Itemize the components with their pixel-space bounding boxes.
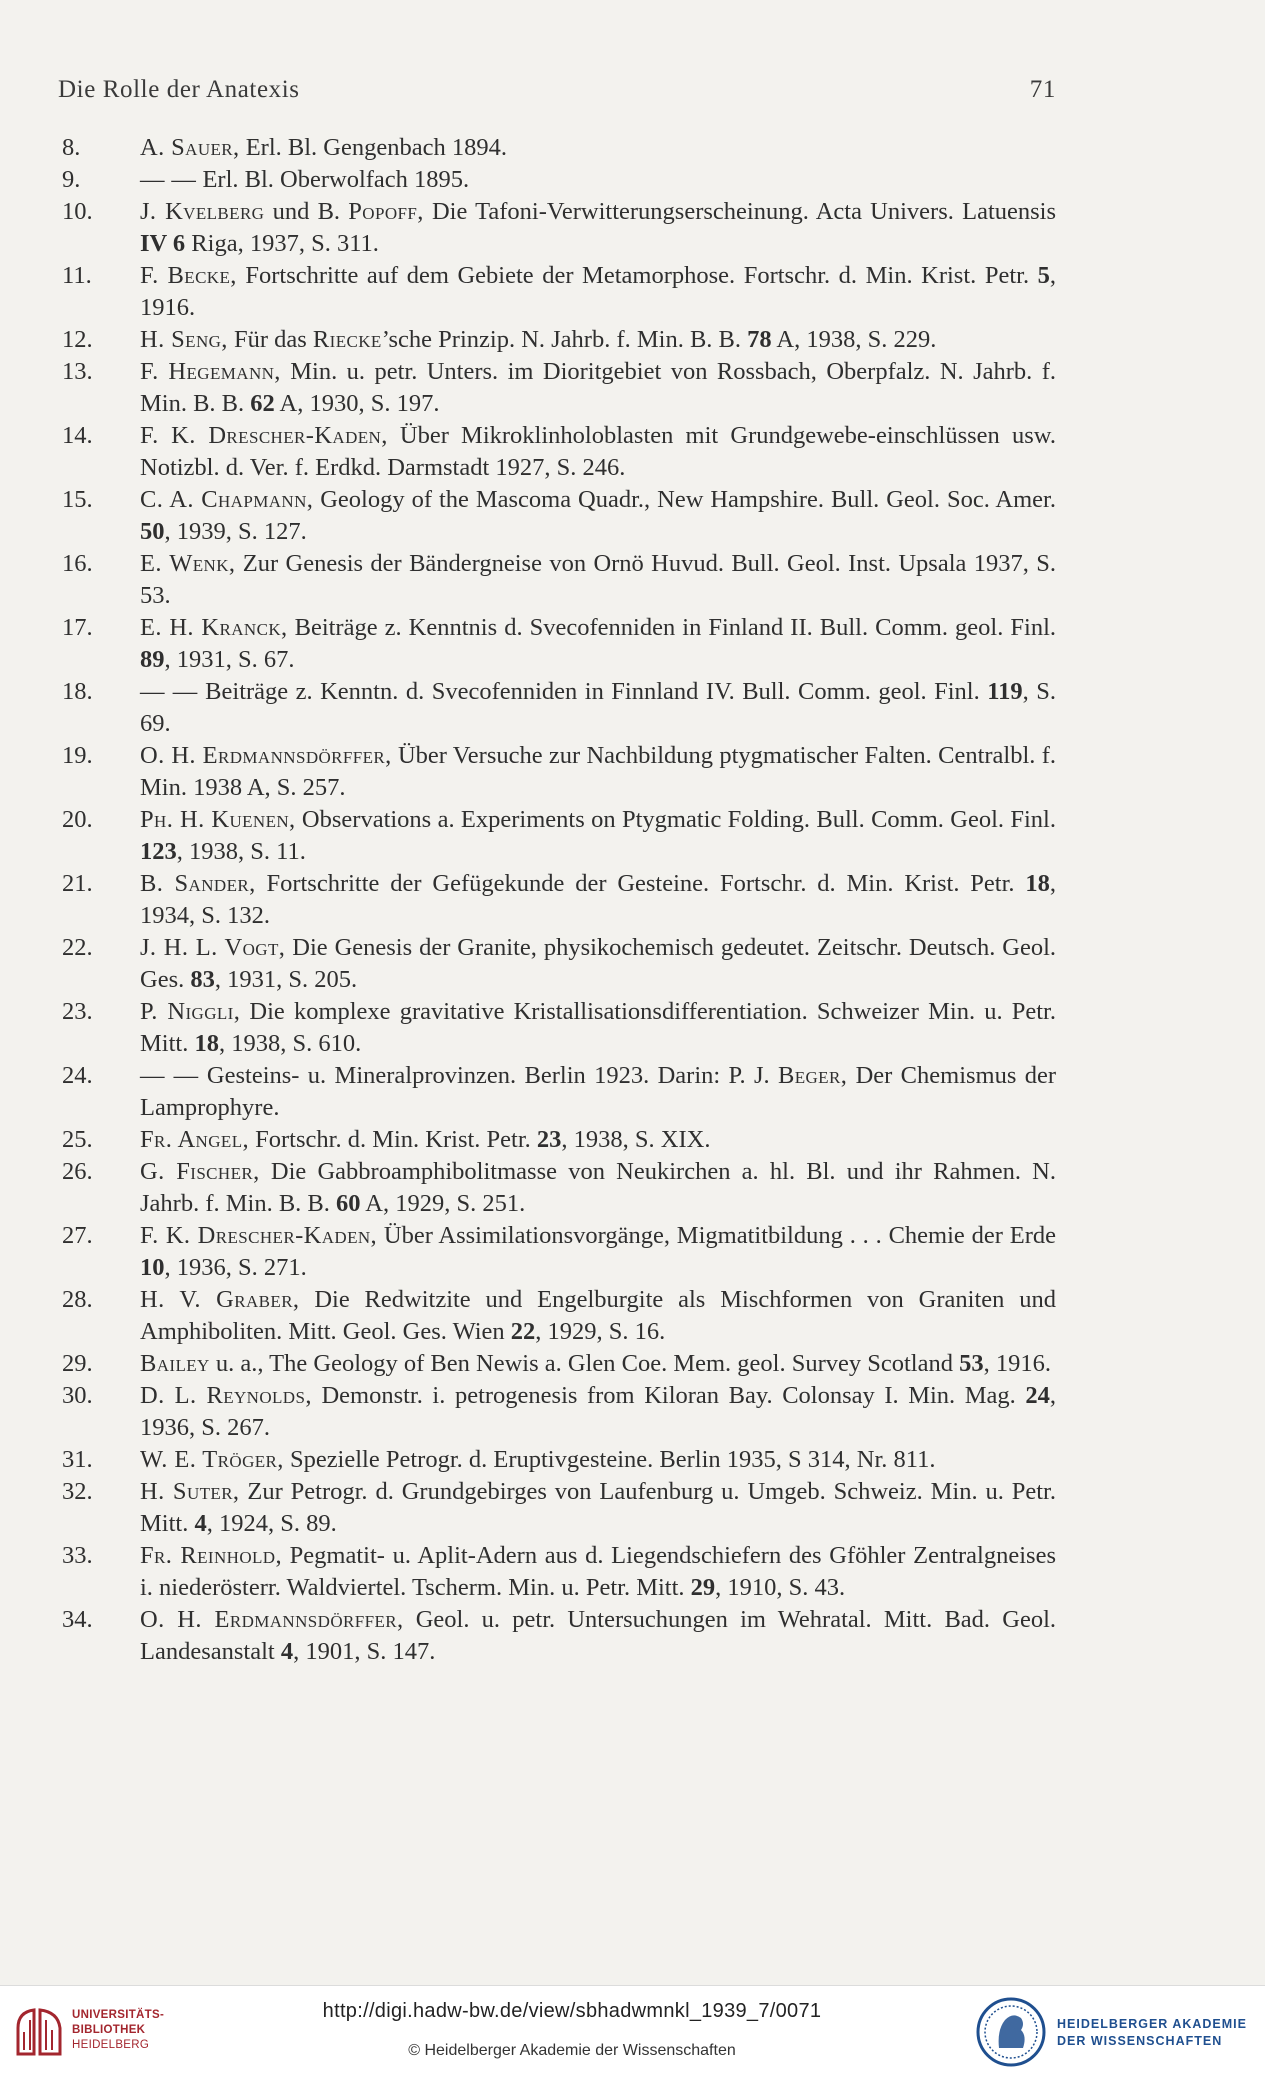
reference-author: — — [140,1062,199,1089]
reference-author: E. H. Kranck, [140,614,288,641]
reference-entry [58,868,1056,932]
library-logo-icon [14,2006,64,2058]
reference-text: , 1939, S. 127. [164,518,307,545]
running-title: Die Rolle der Anatexis [58,76,300,103]
reference-author: Fr. Reinhold, [140,1542,282,1569]
reference-entry [58,612,1056,676]
reference-entry [58,740,1056,804]
reference-list [58,132,1056,1668]
reference-text: Demonstr. i. petrogenesis from Kiloran Bay. Colonsay I. Min. Mag. [311,1382,1026,1409]
reference-author: F. K. Drescher-Kaden, [140,1222,378,1249]
reference-number: 10. [62,198,93,225]
reference-number: 28. [62,1286,93,1313]
reference-number: 11. [62,262,92,289]
reference-text: Erl. Bl. Oberwolfach 1895. [196,166,470,193]
reference-entry [58,324,1056,356]
reference-entry [58,804,1056,868]
reference-text: , 1931, S. 205. [214,966,358,993]
reference-author: D. L. Reynolds, [140,1382,312,1409]
academy-name [1057,2016,1247,2050]
reference-volume: 60 [336,1190,361,1217]
reference-author: H. Seng, [140,326,228,353]
reference-author: Bailey [140,1350,210,1377]
reference-number: 8. [62,134,81,161]
reference-text: , 1931, S. 67. [164,646,295,673]
reference-author: Beger, [777,1062,848,1089]
reference-author: F. Hegemann, [140,358,281,385]
reference-volume: 18 [194,1030,219,1057]
reference-entry [58,548,1056,612]
reference-volume: 78 [747,326,772,353]
reference-text: Über Assimilationsvorgänge, Migmatitbildung . . . Chemie der Erde [377,1222,1056,1249]
reference-author: H. Suter, [140,1478,240,1505]
reference-volume: 24 [1025,1382,1050,1409]
reference-author: F. K. Drescher-Kaden, [140,422,388,449]
reference-entry [58,1060,1056,1124]
reference-number: 9. [62,166,81,193]
library-line-1: UNIVERSITÄTS- [72,2009,165,2021]
reference-entry [58,1444,1056,1476]
academy-line-2: DER WISSENSCHAFTEN [1057,2034,1223,2048]
reference-number: 23. [62,998,93,1025]
reference-text: , S. 69. [140,678,1056,737]
reference-number: 30. [62,1382,93,1409]
reference-author: C. A. Chapmann, [140,486,314,513]
reference-entry [58,260,1056,324]
reference-text: Observations a. Experiments on Ptygmatic Folding. Bull. Comm. Geol. Finl. [295,806,1056,833]
reference-text: Die Redwitzite und Engelburgite als Mischformen von Graniten und Amphiboliten. Mitt. Geol. Ges. Wien [140,1286,1056,1345]
reference-text: Erl. Bl. Gengenbach 1894. [239,134,507,161]
reference-volume: 29 [690,1574,716,1601]
reference-text: Beiträge z. Kenntnis d. Svecofenniden in Finland II. Bull. Comm. geol. Finl. [287,614,1057,641]
reference-text: Der Chemismus der Lamprophyre. [140,1062,1057,1121]
permalink-url[interactable]: http://digi.hadw-bw.de/view/sbhadwmnkl_1939_7/0071 [322,2000,822,2022]
reference-author: — — [140,166,197,193]
reference-text: ’sche Prinzip. N. Jahrb. f. Min. B. B. [381,326,748,353]
reference-text: Riga, 1937, S. 311. [185,230,379,257]
library-name [72,2008,164,2053]
reference-author: H. V. Graber, [140,1286,300,1313]
footer-bar [0,1985,1265,2079]
reference-author: Ph. H. Kuenen, [140,806,296,833]
reference-text: Spezielle Petrogr. d. Eruptivgesteine. Berlin 1935, S 314, Nr. 811. [283,1446,936,1473]
reference-entry [58,196,1056,260]
reference-number: 17. [62,614,93,641]
reference-number: 12. [62,326,93,353]
reference-text: Über Versuche zur Nachbildung ptygmatischer Falten. Centralbl. f. Min. 1938 A, S. 257. [140,742,1056,801]
reference-number: 32. [62,1478,93,1505]
reference-author: A. Sauer, [140,134,240,161]
reference-number: 29. [62,1350,93,1377]
reference-text: Gesteins- u. Mineralprovinzen. Berlin 1923. Darin: P. J. [198,1062,778,1089]
reference-author: J. H. L. Vogt, [140,934,286,961]
reference-text: Min. u. petr. Unters. im Dioritgebiet von Rossbach, Oberpfalz. N. Jahrb. f. Min. B. B. [140,358,1056,417]
reference-number: 19. [62,742,93,769]
reference-text: Die komplexe gravitative Kristallisationsdifferentiation. Schweizer Min. u. Petr. Mitt. [140,998,1056,1057]
reference-text: , 1938, S. 610. [218,1030,362,1057]
reference-number: 27. [62,1222,93,1249]
reference-text: Beiträge z. Kenntn. d. Svecofenniden in Finnland IV. Bull. Comm. geol. Finl. [197,678,988,705]
reference-text: Die Genesis der Granite, physikochemisch gedeutet. Zeitschr. Deutsch. Geol. Ges. [140,934,1057,993]
reference-number: 21. [62,870,93,897]
reference-text: , 1934, S. 132. [140,870,1056,929]
reference-text: Die Gabbroamphibolitmasse von Neukirchen a. hl. Bl. und ihr Rahmen. N. Jahrb. f. Min. B. B. [140,1158,1056,1217]
library-logo[interactable] [14,2000,164,2064]
reference-text: Zur Petrogr. d. Grundgebirges von Laufenburg u. Umgeb. Schweiz. Min. u. Petr. Mitt. [140,1478,1056,1537]
academy-logo[interactable] [975,1996,1255,2068]
reference-number: 15. [62,486,93,513]
reference-entry [58,420,1056,484]
reference-number: 18. [62,678,93,705]
reference-entry [58,996,1056,1060]
academy-line-1: HEIDELBERGER AKADEMIE [1057,2017,1247,2031]
reference-number: 31. [62,1446,93,1473]
reference-entry [58,1124,1056,1156]
reference-number: 22. [62,934,93,961]
reference-text: Über Mikroklinholoblasten mit Grundgewebe-einschlüssen usw. Notizbl. d. Ver. f. Erdkd. Darmstadt 1927, S. 246. [140,422,1056,481]
reference-volume: 123 [140,838,177,865]
reference-text: , 1924, S. 89. [206,1510,337,1537]
reference-volume: 119 [987,678,1023,705]
reference-text: Geol. u. petr. Untersuchungen im Wehratal. Mitt. Bad. Geol. Landesanstalt [140,1606,1056,1665]
reference-volume: 22 [510,1318,536,1345]
reference-number: 25. [62,1126,93,1153]
reference-author: G. Fischer, [140,1158,260,1185]
reference-entry [58,132,1056,164]
reference-text: u. a., The Geology of Ben Newis a. Glen Coe. Mem. geol. Survey Scotland [209,1350,960,1377]
reference-entry [58,1284,1056,1348]
reference-author: O. H. Erdmannsdörffer, [140,742,392,769]
reference-number: 24. [62,1062,93,1089]
library-line-2: BIBLIOTHEK [72,2024,146,2036]
reference-text: A, 1930, S. 197. [274,390,440,417]
reference-volume: 18 [1025,870,1050,897]
reference-text: A, 1938, S. 229. [771,326,937,353]
reference-entry [58,1348,1056,1380]
reference-author: — — [140,678,198,705]
reference-entry [58,484,1056,548]
reference-text: , 1936, S. 267. [140,1382,1056,1441]
reference-text: Fortschritte auf dem Gebiete der Metamorphose. Fortschr. d. Min. Krist. Petr. [236,262,1038,289]
reference-text: , 1929, S. 16. [535,1318,666,1345]
reference-number: 20. [62,806,93,833]
reference-entry [58,1156,1056,1220]
reference-text: Pegmatit- u. Aplit-Adern aus d. Liegendschiefern des Gföhler Zentralgneises i. niederösterr. Waldviertel. Tscherm. Min. u. Petr. Mitt. [140,1542,1056,1601]
reference-entry [58,932,1056,996]
reference-number: 16. [62,550,93,577]
reference-entry [58,1540,1056,1604]
reference-volume: 4 [280,1638,294,1665]
reference-text: A, 1929, S. 251. [360,1190,526,1217]
reference-entry [58,164,1056,196]
reference-text: , 1938, S. 11. [176,838,306,865]
reference-number: 34. [62,1606,93,1633]
reference-author: F. Becke, [140,262,237,289]
academy-seal-icon [975,1996,1047,2068]
reference-text: Zur Genesis der Bändergneise von Ornö Huvud. Bull. Geol. Inst. Upsala 1937, S. 53. [140,550,1056,609]
copyright-notice: © Heidelberger Akademie der Wissenschaften [408,2042,736,2059]
reference-author: E. Wenk, [140,550,236,577]
reference-text: Die Tafoni-Verwitterungserscheinung. Acta Univers. Latuensis [423,198,1056,225]
reference-volume: IV 6 [140,230,186,257]
reference-text: Geology of the Mascoma Quadr., New Hampshire. Bull. Geol. Soc. Amer. [313,486,1056,513]
reference-author: J. Kvelberg [140,198,265,225]
reference-number: 13. [62,358,93,385]
reference-number: 14. [62,422,93,449]
reference-entry [58,1476,1056,1540]
reference-volume: 53 [959,1350,984,1377]
reference-text: Fortschritte der Gefügekunde der Gesteine. Fortschr. d. Min. Krist. Petr. [255,870,1026,897]
reference-volume: 50 [140,518,165,545]
reference-author: Popoff, [348,198,424,225]
reference-volume: 62 [250,390,275,417]
library-line-3: HEIDELBERG [72,2039,150,2051]
reference-text: , 1916. [983,1350,1051,1377]
reference-entry [58,356,1056,420]
reference-number: 26. [62,1158,93,1185]
reference-entry [58,676,1056,740]
reference-author: O. H. Erdmannsdörffer, [140,1606,404,1633]
reference-volume: 23 [536,1126,562,1153]
reference-author: W. E. Tröger, [140,1446,284,1473]
reference-entry [58,1604,1056,1668]
reference-entry [58,1380,1056,1444]
reference-author: B. Sander, [140,870,256,897]
reference-text: Für das [227,326,313,353]
reference-text: , 1910, S. 43. [715,1574,846,1601]
reference-author: P. Niggli, [140,998,241,1025]
reference-text: und B. [264,198,349,225]
reference-volume: 10 [140,1254,165,1281]
reference-author: Riecke [312,326,382,353]
reference-volume: 83 [190,966,215,993]
reference-text: Fortschr. d. Min. Krist. Petr. [249,1126,537,1153]
reference-text: , 1901, S. 147. [293,1638,436,1665]
reference-volume: 5 [1037,262,1050,289]
reference-number: 33. [62,1542,93,1569]
reference-text: , 1916. [140,262,1057,321]
reference-text: , 1938, S. XIX. [561,1126,711,1153]
reference-entry [58,1220,1056,1284]
reference-volume: 89 [140,646,165,673]
reference-text: , 1936, S. 271. [164,1254,307,1281]
page-number: 71 [1029,76,1056,103]
reference-author: Fr. Angel, [140,1126,250,1153]
reference-volume: 4 [194,1510,207,1537]
